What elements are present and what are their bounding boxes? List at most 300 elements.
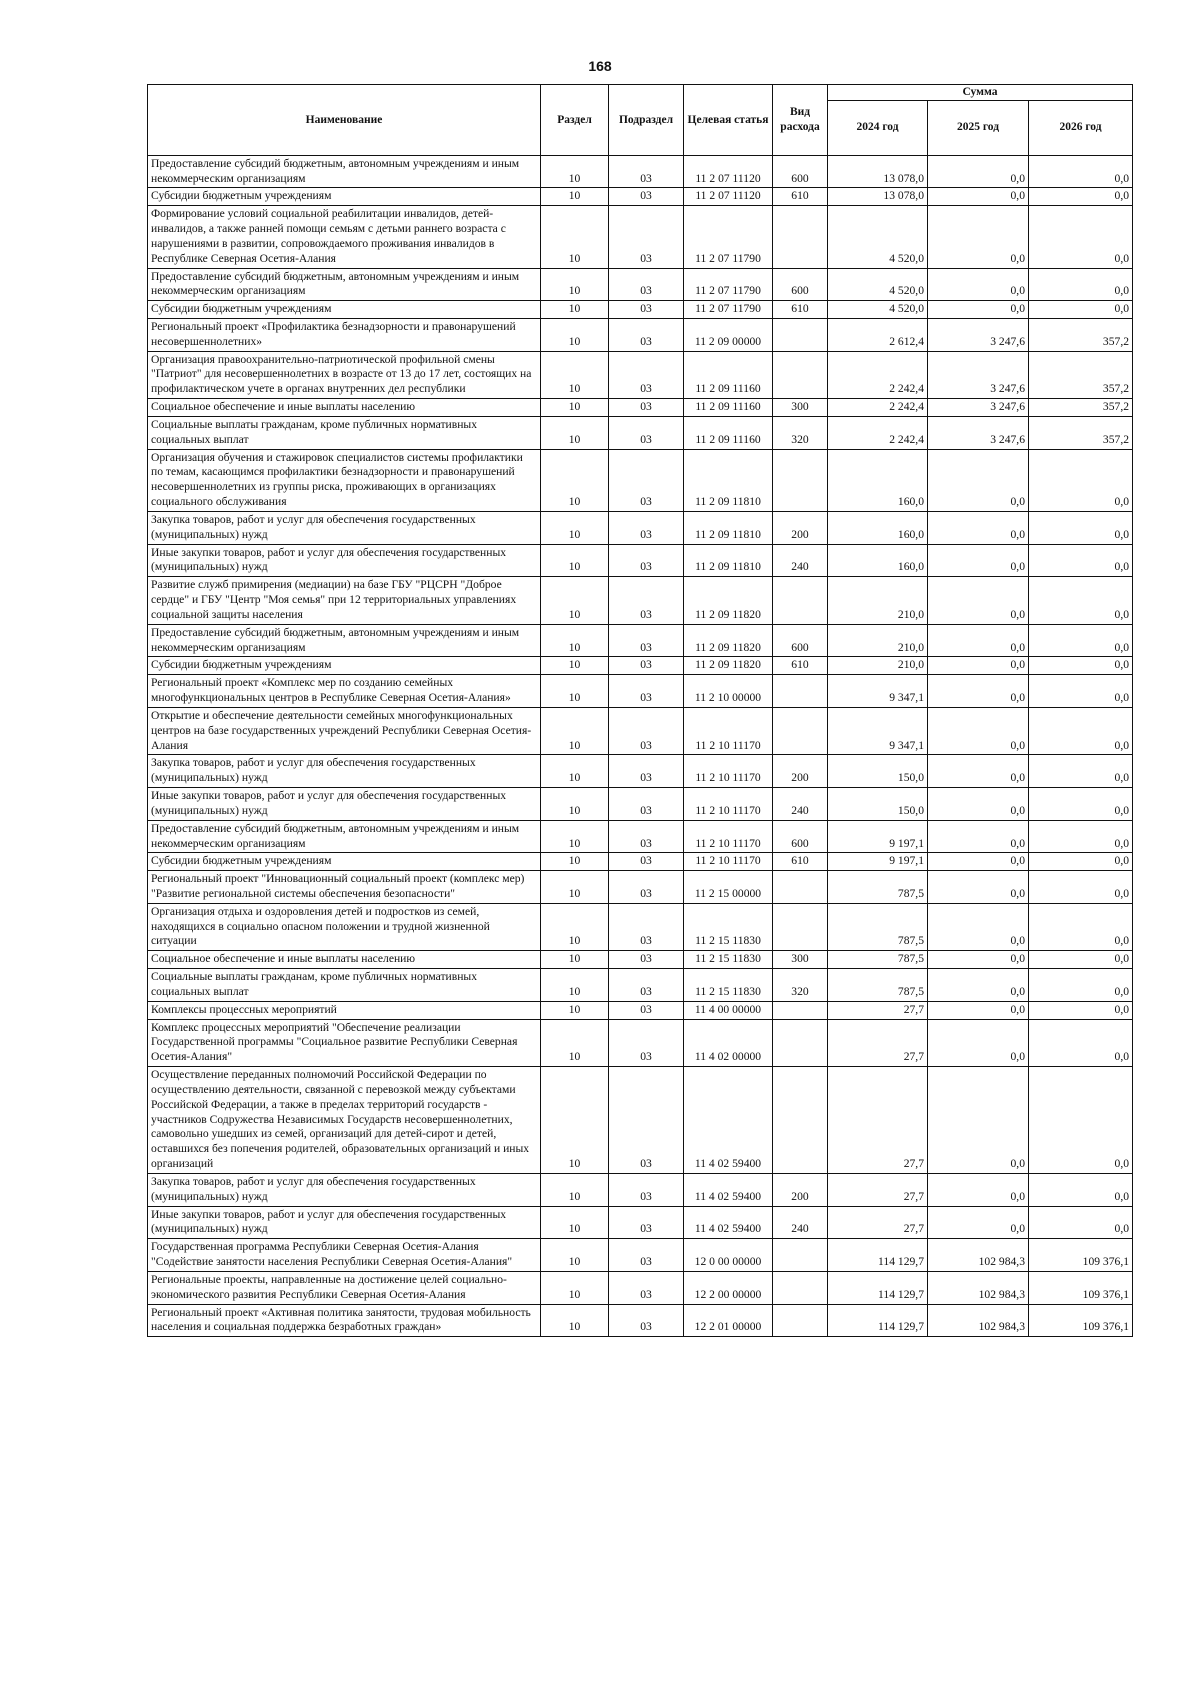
row-section-cell: 10	[541, 301, 609, 319]
row-name-cell: Субсидии бюджетным учреждениям	[148, 853, 541, 871]
row-expense-type-cell	[773, 351, 828, 398]
row-name-cell: Социальные выплаты гражданам, кроме публичных нормативных социальных выплат	[148, 416, 541, 449]
row-amount-2026-cell: 0,0	[1029, 155, 1133, 188]
row-target-cell: 11 2 09 11820	[684, 657, 773, 675]
row-subsection-cell: 03	[609, 1001, 684, 1019]
row-name-cell: Социальное обеспечение и иные выплаты населению	[148, 399, 541, 417]
table-row	[148, 188, 1133, 206]
table-row	[148, 903, 1133, 950]
row-target-cell: 11 2 07 11790	[684, 301, 773, 319]
row-name-cell: Региональный проект "Инновационный социальный проект (комплекс мер) "Развитие региональной системы обеспечения безопасности"	[148, 871, 541, 904]
row-subsection-cell: 03	[609, 188, 684, 206]
row-name-cell: Социальное обеспечение и иные выплаты населению	[148, 951, 541, 969]
budget-table	[147, 84, 1133, 1337]
row-target-cell: 11 2 09 11160	[684, 399, 773, 417]
row-section-cell: 10	[541, 624, 609, 657]
row-amount-2024-cell: 27,7	[828, 1019, 928, 1066]
row-amount-2025-cell: 0,0	[928, 755, 1029, 788]
row-section-cell: 10	[541, 1067, 609, 1174]
row-expense-type-cell: 600	[773, 268, 828, 301]
row-expense-type-cell: 240	[773, 788, 828, 821]
row-subsection-cell: 03	[609, 1206, 684, 1239]
row-amount-2026-cell: 357,2	[1029, 351, 1133, 398]
table-row	[148, 1271, 1133, 1304]
table-row	[148, 707, 1133, 754]
header-subsection: Подраздел	[609, 85, 684, 156]
row-amount-2024-cell: 210,0	[828, 624, 928, 657]
row-name-cell: Иные закупки товаров, работ и услуг для обеспечения государственных (муниципальных) нужд	[148, 544, 541, 577]
row-subsection-cell: 03	[609, 1304, 684, 1337]
row-amount-2026-cell: 0,0	[1029, 707, 1133, 754]
header-year-2024: 2024 год	[828, 100, 928, 155]
table-row	[148, 624, 1133, 657]
table-row	[148, 268, 1133, 301]
row-amount-2025-cell: 0,0	[928, 1173, 1029, 1206]
row-section-cell: 10	[541, 1239, 609, 1272]
row-amount-2026-cell: 0,0	[1029, 969, 1133, 1002]
row-section-cell: 10	[541, 577, 609, 624]
row-expense-type-cell	[773, 675, 828, 708]
row-subsection-cell: 03	[609, 1239, 684, 1272]
row-expense-type-cell: 240	[773, 1206, 828, 1239]
row-amount-2026-cell: 0,0	[1029, 1173, 1133, 1206]
row-subsection-cell: 03	[609, 511, 684, 544]
row-amount-2025-cell: 0,0	[928, 1067, 1029, 1174]
row-amount-2026-cell: 0,0	[1029, 853, 1133, 871]
row-subsection-cell: 03	[609, 871, 684, 904]
row-amount-2024-cell: 787,5	[828, 903, 928, 950]
row-section-cell: 10	[541, 675, 609, 708]
row-amount-2025-cell: 3 247,6	[928, 351, 1029, 398]
table-row	[148, 206, 1133, 268]
row-amount-2025-cell: 0,0	[928, 903, 1029, 950]
row-amount-2025-cell: 0,0	[928, 951, 1029, 969]
table-row	[148, 416, 1133, 449]
page-number: 168	[588, 58, 612, 74]
table-row	[148, 871, 1133, 904]
row-amount-2024-cell: 4 520,0	[828, 301, 928, 319]
row-amount-2024-cell: 787,5	[828, 969, 928, 1002]
row-name-cell: Предоставление субсидий бюджетным, автономным учреждениям и иным некоммерческим организациям	[148, 820, 541, 853]
row-amount-2024-cell: 9 197,1	[828, 853, 928, 871]
row-name-cell: Развитие служб примирения (медиации) на базе ГБУ "РЦСРН "Доброе сердце" и ГБУ "Центр "Моя семья" при 12 территориальных управлениях социальной защиты населения	[148, 577, 541, 624]
row-section-cell: 10	[541, 351, 609, 398]
row-target-cell: 12 0 00 00000	[684, 1239, 773, 1272]
row-amount-2025-cell: 102 984,3	[928, 1239, 1029, 1272]
row-amount-2025-cell: 3 247,6	[928, 399, 1029, 417]
row-amount-2026-cell: 0,0	[1029, 1067, 1133, 1174]
row-name-cell: Закупка товаров, работ и услуг для обеспечения государственных (муниципальных) нужд	[148, 755, 541, 788]
row-amount-2026-cell: 0,0	[1029, 1001, 1133, 1019]
row-amount-2025-cell: 0,0	[928, 853, 1029, 871]
row-amount-2025-cell: 0,0	[928, 206, 1029, 268]
row-amount-2025-cell: 0,0	[928, 188, 1029, 206]
row-target-cell: 11 2 15 00000	[684, 871, 773, 904]
row-target-cell: 11 2 10 11170	[684, 788, 773, 821]
row-name-cell: Субсидии бюджетным учреждениям	[148, 301, 541, 319]
table-row	[148, 1067, 1133, 1174]
row-section-cell: 10	[541, 1019, 609, 1066]
row-target-cell: 12 2 00 00000	[684, 1271, 773, 1304]
row-section-cell: 10	[541, 1271, 609, 1304]
row-name-cell: Субсидии бюджетным учреждениям	[148, 657, 541, 675]
table-row	[148, 449, 1133, 511]
row-amount-2025-cell: 3 247,6	[928, 319, 1029, 352]
row-amount-2026-cell: 357,2	[1029, 416, 1133, 449]
row-target-cell: 11 2 09 11820	[684, 624, 773, 657]
row-expense-type-cell: 300	[773, 399, 828, 417]
row-subsection-cell: 03	[609, 675, 684, 708]
row-name-cell: Предоставление субсидий бюджетным, автономным учреждениям и иным некоммерческим организациям	[148, 268, 541, 301]
row-name-cell: Иные закупки товаров, работ и услуг для обеспечения государственных (муниципальных) нужд	[148, 1206, 541, 1239]
row-name-cell: Региональный проект «Активная политика занятости, трудовая мобильность населения и социальная поддержка безработных граждан»	[148, 1304, 541, 1337]
row-amount-2025-cell: 0,0	[928, 301, 1029, 319]
row-expense-type-cell: 600	[773, 624, 828, 657]
table-row	[148, 1019, 1133, 1066]
row-name-cell: Предоставление субсидий бюджетным, автономным учреждениям и иным некоммерческим организациям	[148, 155, 541, 188]
row-expense-type-cell	[773, 707, 828, 754]
row-section-cell: 10	[541, 788, 609, 821]
row-subsection-cell: 03	[609, 969, 684, 1002]
row-amount-2026-cell: 0,0	[1029, 511, 1133, 544]
row-target-cell: 11 4 02 59400	[684, 1067, 773, 1174]
row-section-cell: 10	[541, 1173, 609, 1206]
row-name-cell: Организация правоохранительно-патриотической профильной смены "Патриот" для несовершеннолетних в возрасте от 13 до 17 лет, состоящих на профилактическом учете в органах внутренних дел республики	[148, 351, 541, 398]
row-amount-2026-cell: 0,0	[1029, 903, 1133, 950]
table-row	[148, 788, 1133, 821]
row-amount-2024-cell: 150,0	[828, 788, 928, 821]
row-amount-2024-cell: 787,5	[828, 871, 928, 904]
row-expense-type-cell: 240	[773, 544, 828, 577]
row-amount-2024-cell: 160,0	[828, 511, 928, 544]
row-amount-2026-cell: 0,0	[1029, 449, 1133, 511]
row-amount-2025-cell: 0,0	[928, 871, 1029, 904]
row-amount-2025-cell: 0,0	[928, 155, 1029, 188]
row-target-cell: 11 2 10 00000	[684, 675, 773, 708]
row-expense-type-cell	[773, 903, 828, 950]
row-expense-type-cell	[773, 1239, 828, 1272]
row-amount-2024-cell: 9 347,1	[828, 675, 928, 708]
table-row	[148, 675, 1133, 708]
row-amount-2025-cell: 0,0	[928, 1206, 1029, 1239]
table-row	[148, 1206, 1133, 1239]
row-amount-2025-cell: 0,0	[928, 511, 1029, 544]
row-section-cell: 10	[541, 969, 609, 1002]
row-amount-2025-cell: 102 984,3	[928, 1304, 1029, 1337]
row-amount-2024-cell: 114 129,7	[828, 1271, 928, 1304]
row-subsection-cell: 03	[609, 1271, 684, 1304]
row-name-cell: Иные закупки товаров, работ и услуг для обеспечения государственных (муниципальных) нужд	[148, 788, 541, 821]
row-name-cell: Региональный проект «Комплекс мер по созданию семейных многофункциональных центров в Республике Северная Осетия-Алания»	[148, 675, 541, 708]
table-row	[148, 511, 1133, 544]
row-target-cell: 12 2 01 00000	[684, 1304, 773, 1337]
row-amount-2024-cell: 27,7	[828, 1206, 928, 1239]
table-row	[148, 1239, 1133, 1272]
row-amount-2026-cell: 109 376,1	[1029, 1304, 1133, 1337]
row-section-cell: 10	[541, 155, 609, 188]
row-amount-2025-cell: 0,0	[928, 969, 1029, 1002]
row-subsection-cell: 03	[609, 155, 684, 188]
row-section-cell: 10	[541, 188, 609, 206]
table-row	[148, 657, 1133, 675]
row-expense-type-cell	[773, 449, 828, 511]
row-amount-2026-cell: 0,0	[1029, 951, 1133, 969]
row-amount-2026-cell: 0,0	[1029, 675, 1133, 708]
row-amount-2024-cell: 9 347,1	[828, 707, 928, 754]
row-expense-type-cell: 610	[773, 301, 828, 319]
row-section-cell: 10	[541, 707, 609, 754]
row-name-cell: Предоставление субсидий бюджетным, автономным учреждениям и иным некоммерческим организациям	[148, 624, 541, 657]
row-expense-type-cell: 200	[773, 511, 828, 544]
row-name-cell: Осуществление переданных полномочий Российской Федерации по осуществлению деятельности, связанной с перевозкой между субъектами Российской Федерации, а также в пределах территорий государств - участников Содружества Независимых Государств несовершеннолетних, самовольно ушедших из семей, организаций для детей-сирот и детей, оставшихся без попечения родителей, образовательных организаций и иных организаций	[148, 1067, 541, 1174]
row-subsection-cell: 03	[609, 399, 684, 417]
row-section-cell: 10	[541, 871, 609, 904]
header-name: Наименование	[148, 85, 541, 156]
table-row	[148, 951, 1133, 969]
row-target-cell: 11 2 07 11790	[684, 206, 773, 268]
table-row	[148, 1173, 1133, 1206]
row-section-cell: 10	[541, 399, 609, 417]
row-target-cell: 11 4 00 00000	[684, 1001, 773, 1019]
row-subsection-cell: 03	[609, 853, 684, 871]
row-amount-2024-cell: 160,0	[828, 449, 928, 511]
row-amount-2024-cell: 2 612,4	[828, 319, 928, 352]
row-subsection-cell: 03	[609, 820, 684, 853]
row-amount-2025-cell: 0,0	[928, 544, 1029, 577]
row-target-cell: 11 2 10 11170	[684, 853, 773, 871]
row-target-cell: 11 2 15 11830	[684, 903, 773, 950]
row-amount-2025-cell: 0,0	[928, 788, 1029, 821]
row-amount-2024-cell: 2 242,4	[828, 351, 928, 398]
row-amount-2024-cell: 114 129,7	[828, 1239, 928, 1272]
row-target-cell: 11 2 15 11830	[684, 969, 773, 1002]
row-amount-2026-cell: 0,0	[1029, 788, 1133, 821]
row-name-cell: Организация отдыха и оздоровления детей и подростков из семей, находящихся в социально опасном положении и трудной жизненной ситуации	[148, 903, 541, 950]
row-amount-2024-cell: 2 242,4	[828, 399, 928, 417]
row-expense-type-cell: 300	[773, 951, 828, 969]
row-target-cell: 11 2 09 11160	[684, 416, 773, 449]
row-subsection-cell: 03	[609, 544, 684, 577]
row-expense-type-cell: 200	[773, 1173, 828, 1206]
row-section-cell: 10	[541, 268, 609, 301]
row-amount-2026-cell: 0,0	[1029, 1019, 1133, 1066]
row-subsection-cell: 03	[609, 351, 684, 398]
row-amount-2024-cell: 150,0	[828, 755, 928, 788]
row-expense-type-cell	[773, 1001, 828, 1019]
row-subsection-cell: 03	[609, 301, 684, 319]
row-target-cell: 11 2 10 11170	[684, 755, 773, 788]
row-amount-2025-cell: 0,0	[928, 268, 1029, 301]
row-amount-2026-cell: 109 376,1	[1029, 1239, 1133, 1272]
row-expense-type-cell	[773, 871, 828, 904]
row-amount-2024-cell: 210,0	[828, 657, 928, 675]
row-section-cell: 10	[541, 1206, 609, 1239]
row-subsection-cell: 03	[609, 755, 684, 788]
row-amount-2026-cell: 0,0	[1029, 544, 1133, 577]
row-subsection-cell: 03	[609, 657, 684, 675]
row-section-cell: 10	[541, 903, 609, 950]
row-target-cell: 11 2 09 11810	[684, 449, 773, 511]
row-amount-2025-cell: 0,0	[928, 577, 1029, 624]
row-name-cell: Государственная программа Республики Северная Осетия-Алания "Содействие занятости населения Республики Северная Осетия-Алания"	[148, 1239, 541, 1272]
row-section-cell: 10	[541, 755, 609, 788]
row-amount-2025-cell: 3 247,6	[928, 416, 1029, 449]
row-amount-2024-cell: 114 129,7	[828, 1304, 928, 1337]
row-expense-type-cell: 600	[773, 820, 828, 853]
row-subsection-cell: 03	[609, 319, 684, 352]
row-target-cell: 11 2 09 00000	[684, 319, 773, 352]
table-row	[148, 1304, 1133, 1337]
row-subsection-cell: 03	[609, 416, 684, 449]
row-name-cell: Региональный проект «Профилактика безнадзорности и правонарушений несовершеннолетних»	[148, 319, 541, 352]
row-amount-2024-cell: 9 197,1	[828, 820, 928, 853]
row-name-cell: Комплекс процессных мероприятий "Обеспечение реализации Государственной программы "Социальное развитие Республики Северная Осетия-Алания"	[148, 1019, 541, 1066]
row-target-cell: 11 2 09 11160	[684, 351, 773, 398]
row-expense-type-cell: 600	[773, 155, 828, 188]
row-amount-2026-cell: 0,0	[1029, 206, 1133, 268]
row-amount-2026-cell: 0,0	[1029, 577, 1133, 624]
header-target: Целевая статья	[684, 85, 773, 156]
row-amount-2024-cell: 2 242,4	[828, 416, 928, 449]
row-expense-type-cell	[773, 1067, 828, 1174]
row-target-cell: 11 2 09 11820	[684, 577, 773, 624]
header-expense-type: Вид расхода	[773, 85, 828, 156]
row-name-cell: Социальные выплаты гражданам, кроме публичных нормативных социальных выплат	[148, 969, 541, 1002]
row-section-cell: 10	[541, 449, 609, 511]
row-amount-2024-cell: 4 520,0	[828, 268, 928, 301]
table-row	[148, 399, 1133, 417]
row-section-cell: 10	[541, 1001, 609, 1019]
row-amount-2024-cell: 160,0	[828, 544, 928, 577]
table-row	[148, 155, 1133, 188]
row-section-cell: 10	[541, 206, 609, 268]
row-section-cell: 10	[541, 416, 609, 449]
row-section-cell: 10	[541, 820, 609, 853]
row-section-cell: 10	[541, 951, 609, 969]
row-subsection-cell: 03	[609, 788, 684, 821]
row-target-cell: 11 2 09 11810	[684, 511, 773, 544]
header-section: Раздел	[541, 85, 609, 156]
table-row	[148, 1001, 1133, 1019]
table-row	[148, 301, 1133, 319]
row-amount-2026-cell: 0,0	[1029, 871, 1133, 904]
row-section-cell: 10	[541, 853, 609, 871]
row-expense-type-cell: 610	[773, 657, 828, 675]
row-amount-2026-cell: 0,0	[1029, 657, 1133, 675]
table-row	[148, 969, 1133, 1002]
row-target-cell: 11 2 10 11170	[684, 707, 773, 754]
row-amount-2026-cell: 0,0	[1029, 188, 1133, 206]
row-expense-type-cell	[773, 1271, 828, 1304]
row-name-cell: Региональные проекты, направленные на достижение целей социально-экономического развития Республики Северная Осетия-Алания	[148, 1271, 541, 1304]
row-amount-2026-cell: 0,0	[1029, 268, 1133, 301]
row-name-cell: Комплексы процессных мероприятий	[148, 1001, 541, 1019]
row-subsection-cell: 03	[609, 1019, 684, 1066]
row-target-cell: 11 2 10 11170	[684, 820, 773, 853]
table-body	[148, 155, 1133, 1336]
row-expense-type-cell: 320	[773, 969, 828, 1002]
table-row	[148, 577, 1133, 624]
row-amount-2024-cell: 13 078,0	[828, 155, 928, 188]
row-amount-2024-cell: 210,0	[828, 577, 928, 624]
row-subsection-cell: 03	[609, 577, 684, 624]
row-expense-type-cell: 200	[773, 755, 828, 788]
row-expense-type-cell: 610	[773, 188, 828, 206]
row-amount-2026-cell: 109 376,1	[1029, 1271, 1133, 1304]
row-section-cell: 10	[541, 657, 609, 675]
row-amount-2025-cell: 102 984,3	[928, 1271, 1029, 1304]
row-amount-2024-cell: 27,7	[828, 1067, 928, 1174]
row-subsection-cell: 03	[609, 206, 684, 268]
header-sum: Сумма	[828, 85, 1133, 101]
row-amount-2025-cell: 0,0	[928, 624, 1029, 657]
row-amount-2026-cell: 0,0	[1029, 301, 1133, 319]
row-target-cell: 11 4 02 00000	[684, 1019, 773, 1066]
row-amount-2024-cell: 27,7	[828, 1001, 928, 1019]
row-amount-2025-cell: 0,0	[928, 1001, 1029, 1019]
row-amount-2026-cell: 0,0	[1029, 820, 1133, 853]
row-target-cell: 11 2 07 11120	[684, 155, 773, 188]
table-row	[148, 820, 1133, 853]
header-year-2025: 2025 год	[928, 100, 1029, 155]
table-row	[148, 755, 1133, 788]
row-expense-type-cell: 610	[773, 853, 828, 871]
row-subsection-cell: 03	[609, 903, 684, 950]
row-name-cell: Закупка товаров, работ и услуг для обеспечения государственных (муниципальных) нужд	[148, 1173, 541, 1206]
row-target-cell: 11 2 07 11790	[684, 268, 773, 301]
row-name-cell: Закупка товаров, работ и услуг для обеспечения государственных (муниципальных) нужд	[148, 511, 541, 544]
row-section-cell: 10	[541, 511, 609, 544]
row-amount-2025-cell: 0,0	[928, 1019, 1029, 1066]
row-name-cell: Формирование условий социальной реабилитации инвалидов, детей-инвалидов, а также ранней помощи семьям с детьми раннего возраста с нарушениями в развитии, сопровождаемого проживания инвалидов в Республике Северная Осетия-Алания	[148, 206, 541, 268]
row-amount-2026-cell: 357,2	[1029, 319, 1133, 352]
row-amount-2025-cell: 0,0	[928, 675, 1029, 708]
row-amount-2024-cell: 27,7	[828, 1173, 928, 1206]
row-target-cell: 11 2 15 11830	[684, 951, 773, 969]
row-amount-2024-cell: 13 078,0	[828, 188, 928, 206]
row-amount-2025-cell: 0,0	[928, 707, 1029, 754]
row-expense-type-cell	[773, 1019, 828, 1066]
row-name-cell: Субсидии бюджетным учреждениям	[148, 188, 541, 206]
row-name-cell: Открытие и обеспечение деятельности семейных многофункциональных центров на базе государственных учреждений Республики Северная Осетия-Алания	[148, 707, 541, 754]
row-subsection-cell: 03	[609, 1173, 684, 1206]
row-expense-type-cell	[773, 206, 828, 268]
row-amount-2025-cell: 0,0	[928, 657, 1029, 675]
row-subsection-cell: 03	[609, 449, 684, 511]
row-subsection-cell: 03	[609, 268, 684, 301]
row-expense-type-cell	[773, 1304, 828, 1337]
row-section-cell: 10	[541, 1304, 609, 1337]
row-subsection-cell: 03	[609, 707, 684, 754]
row-expense-type-cell	[773, 319, 828, 352]
header-year-2026: 2026 год	[1029, 100, 1133, 155]
row-section-cell: 10	[541, 544, 609, 577]
row-expense-type-cell: 320	[773, 416, 828, 449]
row-subsection-cell: 03	[609, 1067, 684, 1174]
row-target-cell: 11 4 02 59400	[684, 1173, 773, 1206]
table-row	[148, 544, 1133, 577]
row-amount-2026-cell: 0,0	[1029, 1206, 1133, 1239]
row-amount-2026-cell: 0,0	[1029, 755, 1133, 788]
row-target-cell: 11 2 07 11120	[684, 188, 773, 206]
row-section-cell: 10	[541, 319, 609, 352]
row-subsection-cell: 03	[609, 951, 684, 969]
row-target-cell: 11 4 02 59400	[684, 1206, 773, 1239]
table-row	[148, 853, 1133, 871]
row-amount-2025-cell: 0,0	[928, 820, 1029, 853]
row-amount-2024-cell: 787,5	[828, 951, 928, 969]
row-target-cell: 11 2 09 11810	[684, 544, 773, 577]
